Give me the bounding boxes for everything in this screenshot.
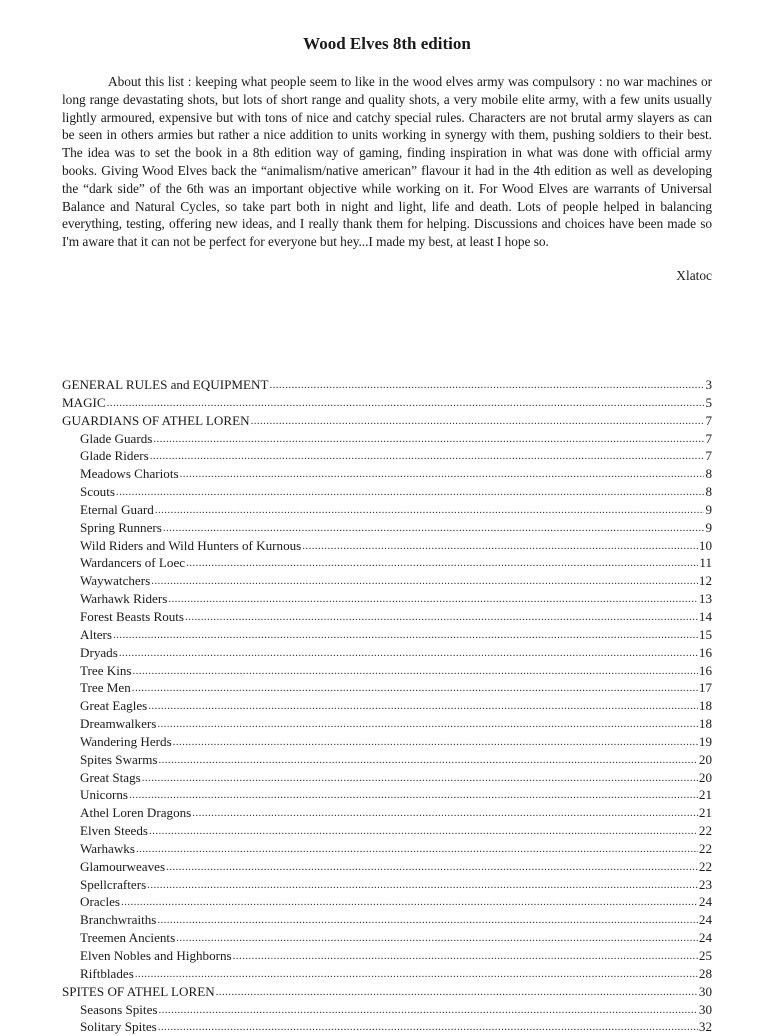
toc-entry[interactable]	[62, 929, 712, 947]
toc-entry-label: Scouts	[80, 484, 115, 500]
toc-dot-leader	[132, 679, 698, 697]
toc-dot-leader	[168, 590, 698, 608]
toc-entry-label: Great Eagles	[80, 698, 148, 714]
toc-dot-leader	[269, 376, 704, 394]
toc-entry-page-number: 8	[705, 466, 712, 482]
toc-entry-page-number: 22	[698, 858, 712, 874]
toc-entry-label: Tree Men	[80, 680, 131, 696]
toc-entry[interactable]	[62, 626, 712, 644]
toc-entry-label: Dryads	[80, 644, 118, 660]
toc-dot-leader	[113, 626, 698, 644]
toc-dot-leader	[180, 465, 705, 483]
toc-entry[interactable]	[62, 804, 712, 822]
toc-entry[interactable]	[62, 572, 712, 590]
toc-entry[interactable]	[62, 644, 712, 662]
toc-dot-leader	[216, 983, 698, 1001]
toc-entry-page-number: 19	[698, 733, 712, 749]
document-page	[62, 0, 712, 1035]
toc-entry-label: Solitary Spites	[80, 1019, 157, 1035]
toc-entry-label: Spring Runners	[80, 519, 162, 535]
toc-entry-page-number: 18	[698, 698, 712, 714]
toc-entry-label: SPITES OF ATHEL LOREN	[62, 983, 215, 999]
toc-entry-label: Forest Beasts Routs	[80, 608, 185, 624]
toc-entry-label: Warhawks	[80, 840, 135, 856]
toc-dot-leader	[119, 644, 698, 662]
document-title: Wood Elves 8th edition	[303, 34, 471, 53]
toc-entry-label: GENERAL RULES and EQUIPMENT	[62, 377, 269, 392]
toc-entry-page-number: 3	[705, 377, 712, 392]
toc-dot-leader	[133, 662, 698, 680]
toc-entry[interactable]	[62, 911, 712, 929]
toc-entry[interactable]	[62, 965, 712, 983]
toc-entry[interactable]	[62, 412, 712, 430]
toc-entry[interactable]	[62, 608, 712, 626]
toc-entry-page-number: 17	[698, 680, 712, 696]
toc-entry-label: Wild Riders and Wild Hunters of Kurnous	[80, 537, 302, 553]
toc-entry[interactable]	[62, 483, 712, 501]
toc-entry[interactable]	[62, 893, 712, 911]
toc-entry[interactable]	[62, 465, 712, 483]
toc-dot-leader	[158, 751, 697, 769]
toc-entry-label: Alters	[80, 626, 112, 642]
toc-dot-leader	[142, 769, 698, 787]
toc-dot-leader	[186, 554, 698, 572]
toc-dot-leader	[251, 412, 705, 430]
toc-entry-label: Meadows Chariots	[80, 466, 179, 482]
toc-entry-page-number: 16	[698, 662, 712, 678]
toc-entry[interactable]	[62, 554, 712, 572]
toc-dot-leader	[116, 483, 705, 501]
toc-dot-leader	[136, 840, 698, 858]
toc-entry[interactable]	[62, 947, 712, 965]
toc-entry-page-number: 30	[698, 983, 712, 999]
toc-entry-label: GUARDIANS OF ATHEL LOREN	[62, 412, 250, 428]
toc-entry[interactable]	[62, 519, 712, 537]
toc-entry-label: Glade Guards	[80, 430, 153, 446]
about-paragraph: About this list : keeping what people seem to like in the wood elves army was compulsory : no war machines or long range devastating shots, but lots of short range and quality shots, a very mobile elite army, with a few units usually lightly armoured, expensive but with tons of nice and catchy special rules. Characters are not brutal army slayers as can be seen in others armies but rather a nice addition to units working in synergy with them, pushing soldiers to their best. The idea was to set the book in a 8th edition way of gaming, finding inspiration in what was done with official army books. Giving Wood Elves back the “animalism/native american” flavour it had in the 4th edition as well as developing the “dark side” of the 6th was an important objective while working on it. For Wood Elves are warrants of Universal Balance and Natural Cycles, so take part both in night and light, life and death. Lots of people helped in balancing everything, testing, offering new ideas, and I really thank them for helping. Discussions and choices have been made so I'm aware that it can not be perfect for everyone but hey...I made my best, at least I hope so.	[62, 74, 712, 250]
toc-entry[interactable]	[62, 537, 712, 555]
toc-entry-label: Treemen Ancients	[80, 930, 176, 946]
toc-dot-leader	[155, 501, 705, 519]
toc-entry-page-number: 25	[698, 948, 712, 963]
toc-entry-label: Spellcrafters	[80, 876, 147, 892]
toc-entry[interactable]	[62, 876, 712, 894]
toc-entry-page-number: 20	[698, 769, 712, 785]
toc-dot-leader	[192, 804, 698, 822]
toc-dot-leader	[158, 1001, 697, 1019]
toc-entry-page-number: 7	[705, 430, 712, 446]
toc-entry-page-number: 15	[698, 626, 712, 642]
toc-entry-page-number: 7	[705, 448, 712, 464]
toc-dot-leader	[176, 929, 698, 947]
toc-dot-leader	[129, 786, 698, 804]
toc-entry[interactable]	[62, 751, 712, 769]
toc-entry[interactable]	[62, 1018, 712, 1036]
toc-entry[interactable]	[62, 1001, 712, 1019]
toc-dot-leader	[185, 608, 698, 626]
toc-entry-page-number: 22	[698, 823, 712, 839]
toc-entry-page-number: 12	[698, 573, 712, 589]
toc-dot-leader	[151, 572, 698, 590]
toc-entry-label: Warhawk Riders	[80, 591, 168, 607]
toc-entry-page-number: 7	[705, 412, 712, 428]
toc-entry-label: Spites Swarms	[80, 751, 158, 767]
toc-entry[interactable]	[62, 662, 712, 680]
toc-entry-page-number: 32	[698, 1019, 712, 1035]
toc-entry[interactable]	[62, 769, 712, 787]
toc-entry-page-number: 21	[698, 787, 712, 803]
toc-entry[interactable]	[62, 394, 712, 412]
toc-entry-label: Riftblades	[80, 965, 134, 981]
toc-dot-leader	[107, 394, 705, 412]
toc-dot-leader	[121, 893, 698, 911]
toc-entry-page-number: 24	[698, 912, 712, 928]
toc-entry-page-number: 10	[698, 537, 712, 553]
toc-dot-leader	[135, 965, 698, 983]
toc-dot-leader	[166, 858, 698, 876]
toc-entry[interactable]	[62, 983, 712, 1001]
toc-entry-label: Wardancers of Loec	[80, 555, 186, 571]
toc-entry-page-number: 18	[698, 716, 712, 732]
toc-dot-leader	[157, 911, 698, 929]
toc-entry[interactable]	[62, 697, 712, 715]
toc-entry-page-number: 20	[698, 751, 712, 767]
toc-entry-page-number: 30	[698, 1001, 712, 1017]
toc-entry-page-number: 5	[705, 394, 712, 410]
toc-entry[interactable]	[62, 376, 712, 394]
author-signature: Xlatoc	[676, 267, 712, 283]
toc-entry-label: Unicorns	[80, 787, 129, 803]
toc-entry[interactable]	[62, 679, 712, 697]
toc-entry[interactable]	[62, 733, 712, 751]
toc-dot-leader	[149, 822, 698, 840]
toc-entry-page-number: 14	[698, 608, 712, 624]
toc-entry-label: Athel Loren Dragons	[80, 805, 192, 821]
toc-dot-leader	[153, 430, 704, 448]
toc-entry-label: Seasons Spites	[80, 1001, 158, 1017]
toc-entry-page-number: 24	[698, 894, 712, 910]
toc-entry[interactable]	[62, 822, 712, 840]
toc-entry-label: Elven Nobles and Highborns	[80, 948, 232, 963]
toc-entry[interactable]	[62, 430, 712, 448]
toc-entry[interactable]	[62, 786, 712, 804]
toc-entry-page-number: 28	[698, 965, 712, 981]
toc-entry[interactable]	[62, 715, 712, 733]
toc-entry-label: Waywatchers	[80, 573, 151, 589]
toc-entry-label: Branchwraiths	[80, 912, 157, 928]
toc-entry-page-number: 22	[698, 840, 712, 856]
toc-dot-leader	[158, 1018, 698, 1036]
toc-entry-label: Glade Riders	[80, 448, 149, 464]
toc-entry-page-number: 23	[698, 876, 712, 892]
toc-entry-label: Glamourweaves	[80, 858, 166, 874]
toc-entry-label: Eternal Guard	[80, 501, 154, 517]
toc-dot-leader	[157, 715, 698, 733]
toc-dot-leader	[233, 947, 698, 965]
toc-entry-page-number: 9	[705, 501, 712, 517]
table-of-contents	[62, 376, 712, 1036]
toc-entry-page-number: 16	[698, 644, 712, 660]
toc-entry[interactable]	[62, 501, 712, 519]
toc-dot-leader	[150, 447, 705, 465]
toc-entry[interactable]	[62, 447, 712, 465]
toc-entry-page-number: 21	[698, 805, 712, 821]
toc-entry-page-number: 9	[705, 519, 712, 535]
toc-dot-leader	[163, 519, 705, 537]
toc-entry[interactable]	[62, 840, 712, 858]
toc-dot-leader	[148, 697, 698, 715]
toc-entry-page-number: 8	[705, 484, 712, 500]
toc-entry[interactable]	[62, 858, 712, 876]
toc-entry-label: Dreamwalkers	[80, 716, 157, 732]
toc-entry-label: Great Stags	[80, 769, 141, 785]
toc-entry[interactable]	[62, 590, 712, 608]
toc-entry-page-number: 13	[698, 591, 712, 607]
toc-entry-label: MAGIC	[62, 394, 106, 410]
toc-dot-leader	[147, 876, 698, 894]
toc-entry-page-number: 11	[699, 555, 712, 571]
toc-entry-label: Oracles	[80, 894, 120, 910]
toc-entry-label: Wandering Herds	[80, 733, 172, 749]
toc-dot-leader	[302, 537, 698, 555]
toc-entry-page-number: 24	[698, 930, 712, 946]
toc-entry-label: Elven Steeds	[80, 823, 149, 839]
toc-dot-leader	[173, 733, 698, 751]
toc-entry-label: Tree Kins	[80, 662, 132, 678]
